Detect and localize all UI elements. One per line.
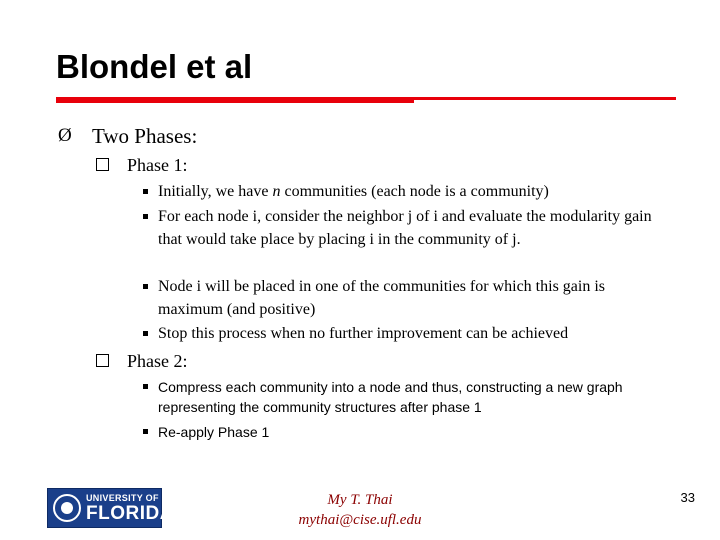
page-number: 33 <box>680 490 695 505</box>
university-seal-icon <box>53 494 81 522</box>
title-underline-thick <box>56 97 414 103</box>
square-bullet-icon <box>96 158 109 171</box>
phase2-item-text: Re-apply Phase 1 <box>158 424 270 440</box>
footer-author <box>260 490 460 530</box>
bullet-text: Two Phases: <box>92 124 198 148</box>
small-square-bullet-icon <box>143 331 148 336</box>
phase1-item <box>143 275 673 321</box>
phase2-item <box>143 377 668 417</box>
small-square-bullet-icon <box>143 284 148 289</box>
phase1-item-text: Initially, we have n communities (each node is a community) <box>158 183 549 200</box>
arrow-bullet-icon: Ø <box>58 125 72 146</box>
small-square-bullet-icon <box>143 429 148 434</box>
phase1-item-text: Stop this process when no further improvement can be achieved <box>158 325 569 342</box>
phase1-item <box>143 322 673 345</box>
phase1-item <box>143 180 673 203</box>
phase1-item <box>143 205 673 251</box>
square-bullet-icon <box>96 354 109 367</box>
footer-name: My T. Thai <box>327 492 393 508</box>
footer-email: mythai@cise.ufl.edu <box>298 512 422 528</box>
phase1-item-text: Node i will be placed in one of the communities for which this gain is maximum (and positive) <box>158 278 606 318</box>
university-of-florida-logo <box>47 488 174 528</box>
small-square-bullet-icon <box>143 384 148 389</box>
small-square-bullet-icon <box>143 189 148 194</box>
phase2-label: Phase 2: <box>127 351 188 371</box>
logo-top-text: UNIVERSITY OF <box>86 493 159 503</box>
logo-bottom-text: FLORIDA <box>86 503 174 524</box>
small-square-bullet-icon <box>143 214 148 219</box>
slide-title: Blondel et al <box>56 48 253 85</box>
phase1-item-text: For each node i, consider the neighbor j of i and evaluate the modularity gain that would take place by placing i in the community of j. <box>158 208 652 248</box>
phase1-label: Phase 1: <box>127 155 188 175</box>
title-underline-thin <box>414 97 676 100</box>
phase2-item-text: Compress each community into a node and thus, constructing a new graph representing the community structures after phase 1 <box>158 379 623 415</box>
phase2-item <box>143 422 673 442</box>
